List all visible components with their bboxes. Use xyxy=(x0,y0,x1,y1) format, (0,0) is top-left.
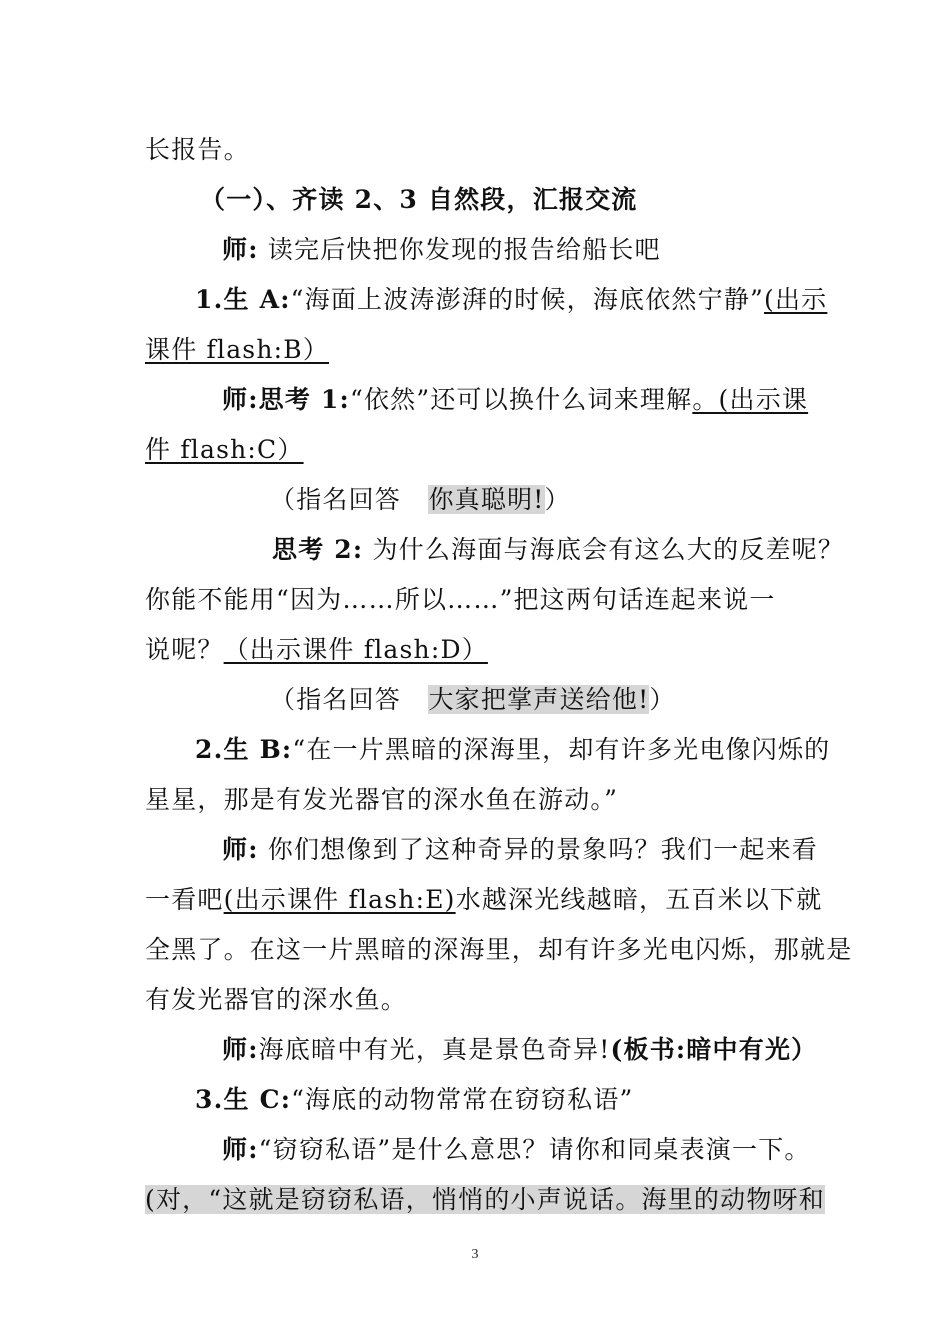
speaker-label: 1.生 A: xyxy=(195,285,291,314)
line-text: （指名回答 xyxy=(270,485,402,514)
speaker-label: 3.生 C: xyxy=(195,1085,292,1114)
page-number: 3 xyxy=(471,1247,479,1262)
line-text: “在一片黑暗的深海里，却有许多光电像闪烁的 xyxy=(292,735,831,764)
courseware-link[interactable]: (出示 xyxy=(764,285,828,314)
courseware-link[interactable]: 件 flash:C） xyxy=(145,435,304,464)
line-text: 你们想像到了这种奇异的景象吗？我们一起来看 xyxy=(267,835,818,864)
text-line: 长报告。 xyxy=(145,135,250,164)
line-text: “海面上波涛澎湃的时候，海底依然宁静” xyxy=(290,285,765,314)
speaker-label: 师:思考 1: xyxy=(222,385,350,414)
text-line xyxy=(195,282,827,318)
line-text: 水越深光线越暗，五百米以下就 xyxy=(455,885,823,914)
text-line xyxy=(272,532,844,568)
line-text: “依然”还可以换什么词来理解 xyxy=(349,385,693,414)
line-text: ） xyxy=(649,685,676,714)
line-text: 海底暗中有光，真是景色奇异! xyxy=(258,1035,611,1064)
text-line xyxy=(270,682,676,718)
board-note: (板书:暗中有光） xyxy=(610,1035,818,1064)
line-text: “海底的动物常常在窃窃私语” xyxy=(291,1085,634,1114)
praise-highlight: 你真聪明! xyxy=(428,485,545,514)
line-text: 一看吧 xyxy=(145,885,224,914)
line-text: 读完后快把你发现的报告给船长吧 xyxy=(267,235,661,264)
courseware-link[interactable]: 课件 flash:B） xyxy=(145,335,330,364)
courseware-link[interactable]: （出示课件 flash:D） xyxy=(223,635,488,664)
speaker-label: 师: xyxy=(222,1135,259,1164)
praise-highlight: 大家把掌声送给他! xyxy=(428,685,650,714)
courseware-link[interactable]: 。(出示课 xyxy=(692,385,809,414)
speaker-label: 师: xyxy=(222,835,259,864)
text-line: 全黑了。在这一片黑暗的深海里，却有许多光电闪烁，那就是 xyxy=(145,935,853,964)
text-line xyxy=(222,382,808,418)
text-line xyxy=(222,832,818,868)
line-text: （指名回答 xyxy=(270,685,402,714)
courseware-link[interactable]: (出示课件 flash:E) xyxy=(223,885,456,914)
text-line: 你能不能用“因为……所以……”把这两句话连起来说一 xyxy=(145,585,776,614)
text-line xyxy=(270,482,571,518)
highlighted-text: (对，“这就是窃窃私语，悄悄的小声说话。海里的动物呀和 xyxy=(145,1185,825,1214)
text-line xyxy=(145,882,822,918)
line-text: 说呢？ xyxy=(145,635,224,664)
text-line xyxy=(222,1132,811,1168)
speaker-label: 思考 2: xyxy=(272,535,364,564)
line-text: ） xyxy=(544,485,571,514)
text-line xyxy=(145,1182,825,1218)
line-text: 为什么海面与海底会有这么大的反差呢？ xyxy=(372,535,845,564)
text-line xyxy=(195,732,830,768)
section-heading: （一）、齐读 2、3 自然段，汇报交流 xyxy=(200,185,638,214)
speaker-label: 2.生 B: xyxy=(195,735,293,764)
speaker-label: 师: xyxy=(222,235,259,264)
text-line xyxy=(222,1032,817,1068)
text-line xyxy=(222,232,661,268)
text-line: 有发光器官的深水鱼。 xyxy=(145,985,408,1014)
text-line xyxy=(195,1082,634,1118)
text-line xyxy=(145,632,488,668)
text-line: 星星，那是有发光器官的深水鱼在游动。” xyxy=(145,785,619,814)
speaker-label: 师: xyxy=(222,1035,259,1064)
line-text: “窃窃私语”是什么意思？请你和同桌表演一下。 xyxy=(258,1135,811,1164)
